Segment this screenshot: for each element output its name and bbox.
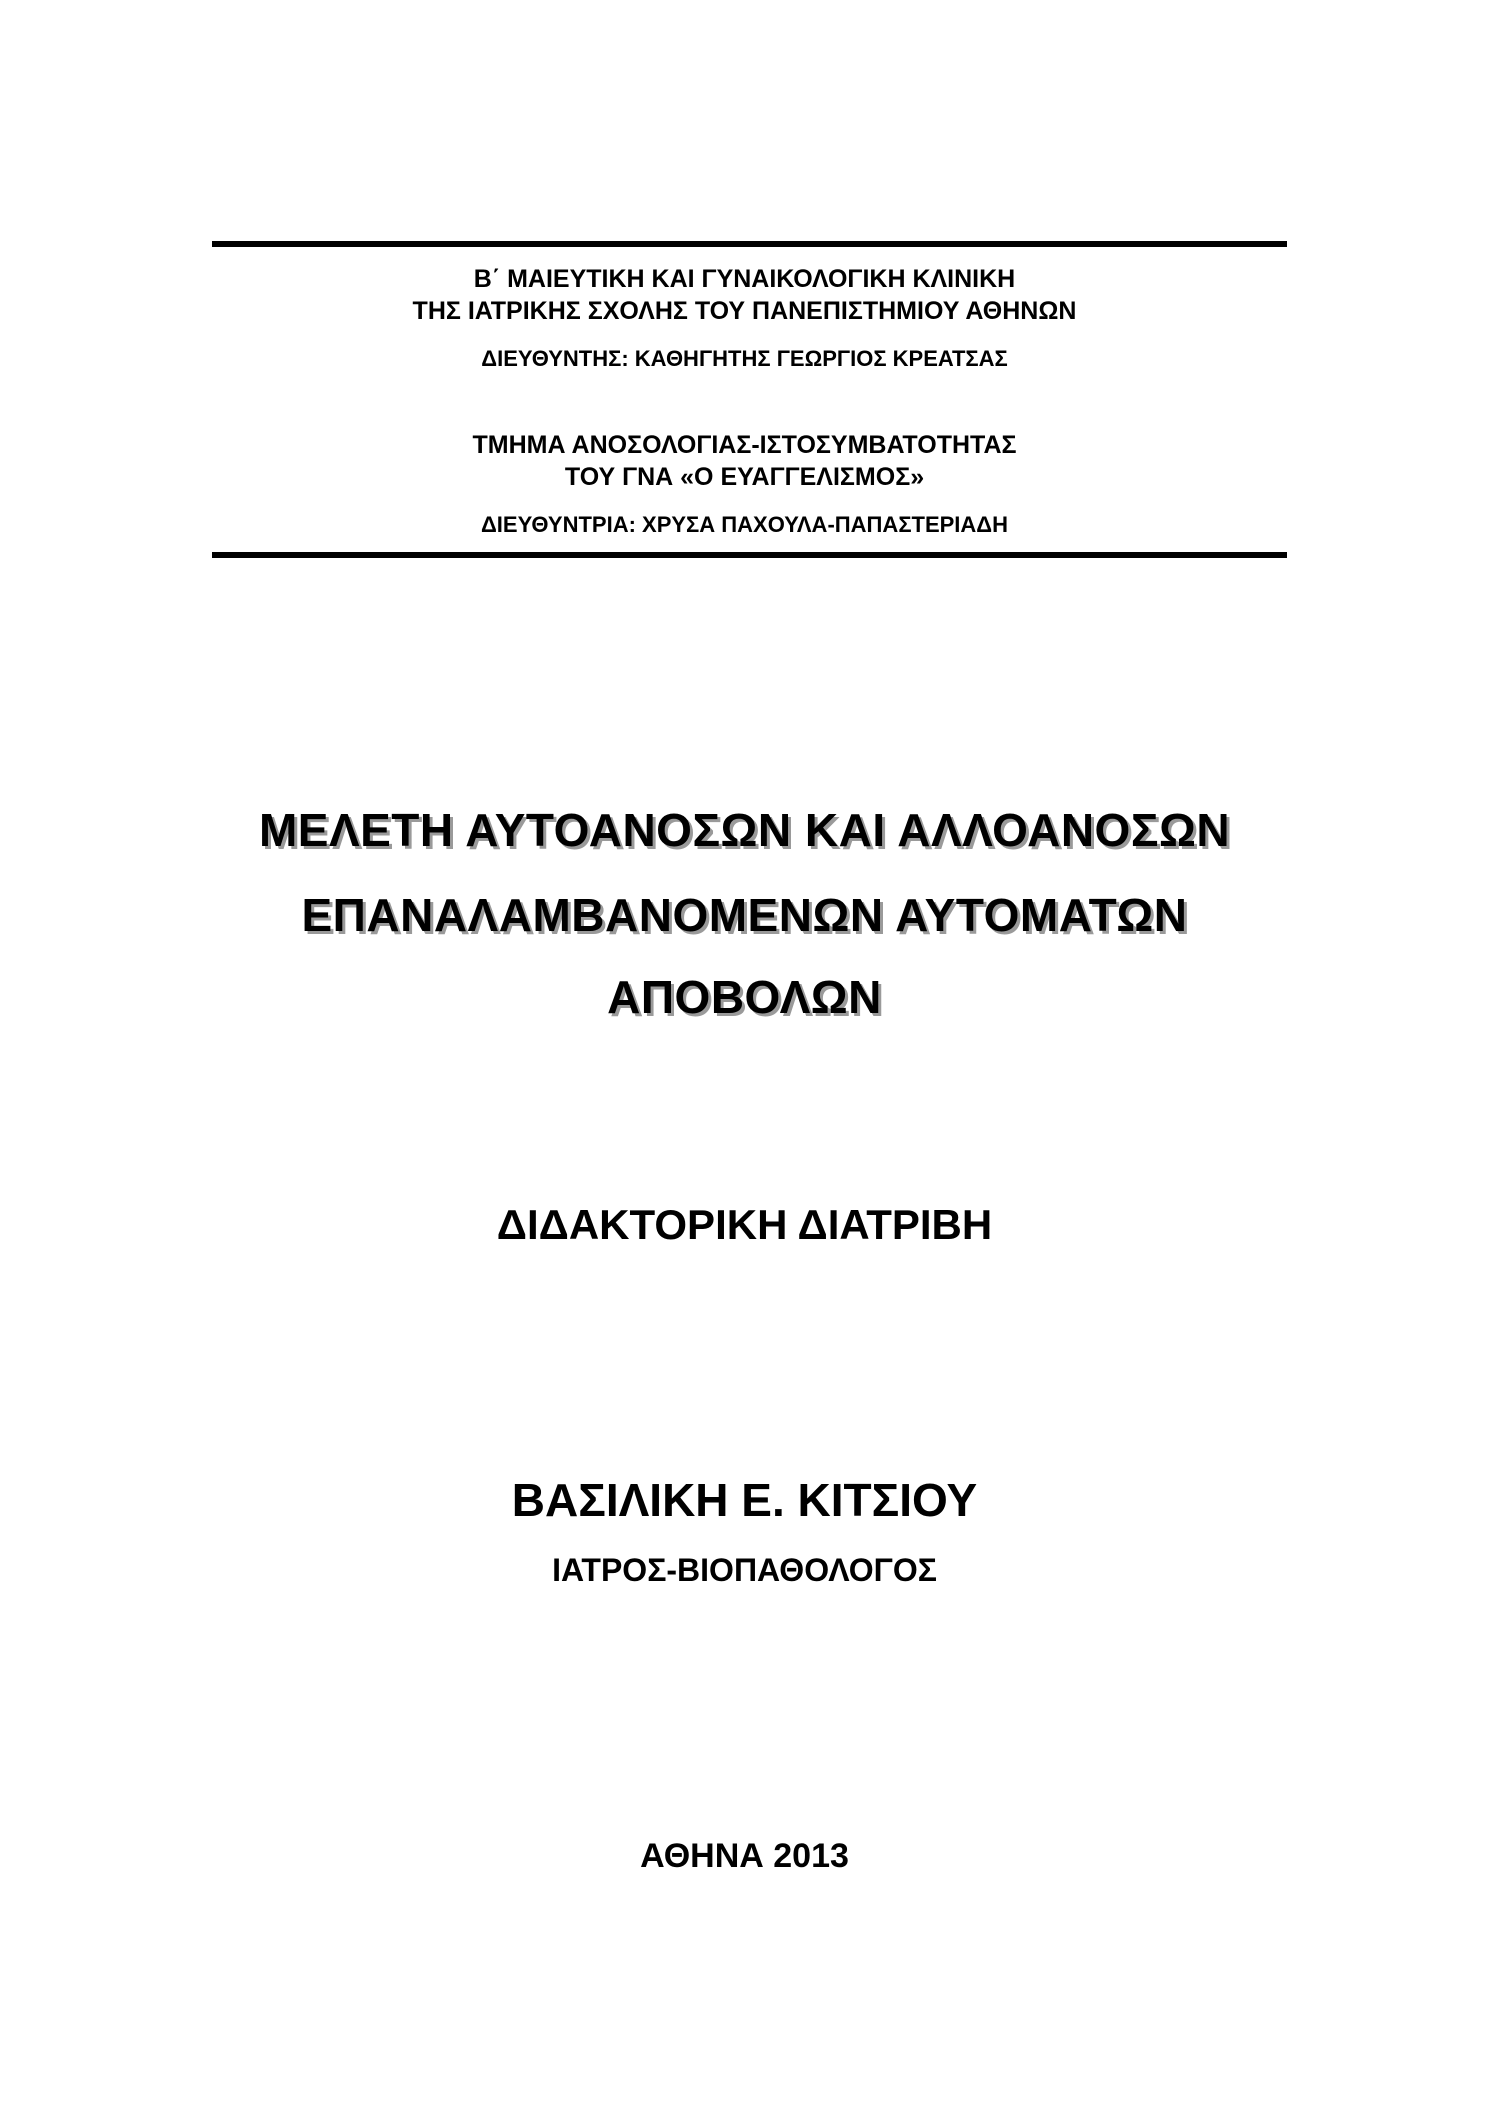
thesis-title-line1: ΜΕΛΕΤΗ ΑΥΤΟΑΝΟΣΩΝ ΚΑΙ ΑΛΛΟΑΝΟΣΩΝ <box>258 804 1231 856</box>
thesis-title-line3: ΑΠΟΒΟΛΩΝ <box>607 971 882 1023</box>
place-and-year: ΑΘΗΝΑ 2013 <box>640 1837 849 1875</box>
department-name-line1: ΤΜΗΜΑ ΑΝΟΣΟΛΟΓΙΑΣ-ΙΣΤΟΣΥΜΒΑΤΟΤΗΤΑΣ <box>472 431 1017 459</box>
header-top-rule <box>212 241 1287 247</box>
department-name-line2: ΤΟΥ ΓΝΑ «Ο ΕΥΑΓΓΕΛΙΣΜΟΣ» <box>564 463 925 491</box>
department-director: ΔΙΕΥΘΥΝΤΡΙΑ: ΧΡΥΣΑ ΠΑΧΟΥΛΑ-ΠΑΠΑΣΤΕΡΙΑΔΗ <box>480 512 1009 537</box>
clinic-name-line1: Β΄ ΜΑΙΕΥΤΙΚΗ ΚΑΙ ΓΥΝΑΙΚΟΛΟΓΙΚΗ ΚΛΙΝΙΚΗ <box>473 265 1016 293</box>
header-bottom-rule <box>212 552 1287 558</box>
thesis-title-line2: ΕΠΑΝΑΛΑΜΒΑΝΟΜΕΝΩΝ ΑΥΤΟΜΑΤΩΝ <box>301 889 1188 941</box>
document-type: ΔΙΔΑΚΤΟΡΙΚΗ ΔΙΑΤΡΙΒΗ <box>496 1201 993 1248</box>
clinic-director: ΔΙΕΥΘΥΝΤΗΣ: ΚΑΘΗΓΗΤΗΣ ΓΕΩΡΓΙΟΣ ΚΡΕΑΤΣΑΣ <box>481 346 1008 371</box>
clinic-name-line2: ΤΗΣ ΙΑΤΡΙΚΗΣ ΣΧΟΛΗΣ ΤΟΥ ΠΑΝΕΠΙΣΤΗΜΙΟΥ ΑΘΗΝΩΝ <box>412 297 1077 325</box>
author-profession: ΙΑΤΡΟΣ-ΒΙΟΠΑΘΟΛΟΓΟΣ <box>552 1552 937 1588</box>
author-name: ΒΑΣΙΛΙΚΗ Ε. ΚΙΤΣΙΟΥ <box>511 1474 978 1526</box>
